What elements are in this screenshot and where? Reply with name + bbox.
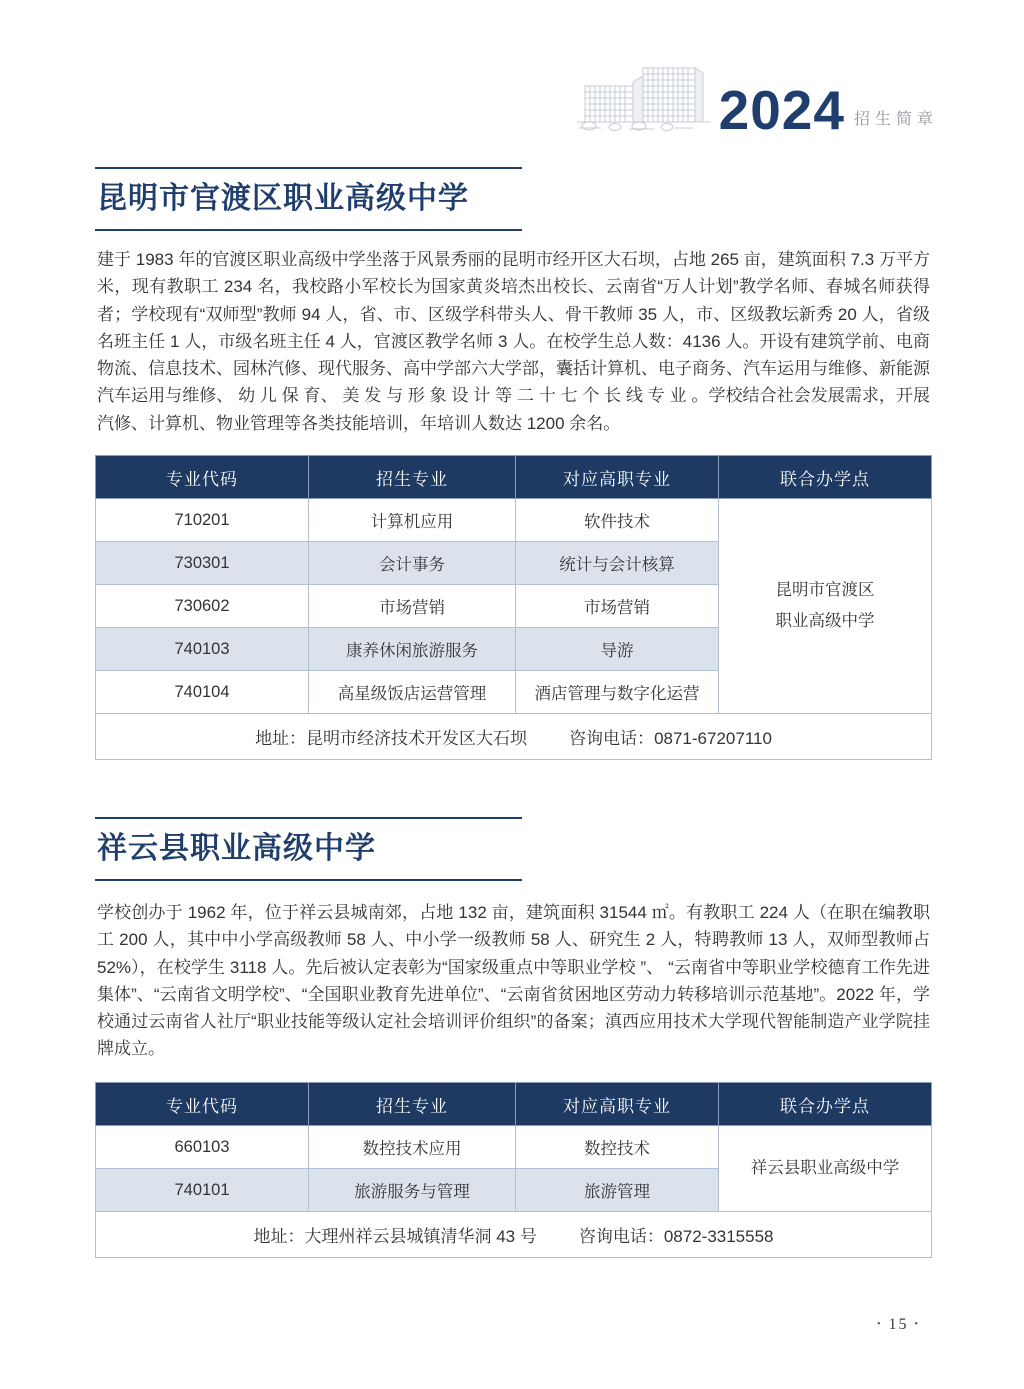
cell-major: 高星级饭店运营管理 xyxy=(309,671,516,714)
cell-code: 740103 xyxy=(96,628,309,671)
table-header-row xyxy=(96,1083,932,1126)
address-value: 昆明市经济技术开发区大石坝 xyxy=(306,729,528,748)
page-number-dot: • xyxy=(876,1319,883,1330)
cell-code: 730602 xyxy=(96,585,309,628)
table-row xyxy=(96,499,932,542)
cell-joint-school xyxy=(719,499,932,714)
cell-joint-school xyxy=(719,1126,932,1212)
col-header-joint-school: 联合办学点 xyxy=(719,1083,932,1126)
joint-school-line: 昆明市官渡区 xyxy=(775,581,875,599)
section1-program-table xyxy=(95,455,932,760)
page-number-dot: • xyxy=(914,1319,920,1330)
cell-code: 740101 xyxy=(96,1169,309,1212)
table-header-row xyxy=(96,456,932,499)
title-rule-top xyxy=(95,817,522,819)
cell-code: 730301 xyxy=(96,542,309,585)
title-rule-bottom xyxy=(95,879,522,881)
section1-paragraph: 建于 1983 年的官渡区职业高级中学坐落于风景秀丽的昆明市经开区大石坝，占地 265 亩，建筑面积 7.3 万平方米，现有教职工 234 名，我校路小军校长为国家黄炎培杰出校长、云南省“万人计划”教学名师、春城名师获得者；学校现有“双师型”教师 94 人，省、市、区级学科带头人、骨干教师 35 人，市、区级教坛新秀 20 人，省级名班主任 1 人，市级名班主任 4 人，官渡区教学名师 3 人。在校学生总人数：4136 人。开设有建筑学前、电商物流、信息技术、园林汽修、现代服务、高中学部六大学部，囊括计算机、电子商务、汽车运用与维修、新能源汽车运用与维修、 幼 儿 保 育、 美 发 与 形 象 设 计 等 二 十 七 个 长 线 专 业 。学校结合社会发展需求，开展汽修、计算机、物业管理等各类技能培训，年培训人数达 1200 余名。 xyxy=(97,250,930,433)
page-header xyxy=(575,58,938,141)
cell-college-major: 旅游管理 xyxy=(516,1169,719,1212)
joint-school-line: 祥云县职业高级中学 xyxy=(750,1159,900,1177)
section2-paragraph: 学校创办于 1962 年，位于祥云县城南郊，占地 132 亩，建筑面积 31544 ㎡。有教职工 224 人（在职在编教职工 200 人，其中中小学高级教师 58 人、中小学一级教师 58 人、研究生 2 人，特聘教师 13 人，双师型教师占 52%），在校学生 3118 人。先后被认定表彰为“国家级重点中等职业学校 ”、 “云南省中等职业学校德育工作先进集体”、“云南省文明学校”、“全国职业教育先进单位”、“云南省贫困地区劳动力转移培训示范基地”。2022 年，学校通过云南省人社厅“职业技能等级认定社会培训评价组织”的备案；滇西应用技术大学现代智能制造产业学院挂牌成立。 xyxy=(97,903,930,1059)
col-header-code: 专业代码 xyxy=(96,1083,309,1126)
address-cell xyxy=(96,714,932,760)
cell-college-major: 导游 xyxy=(516,628,719,671)
cell-major: 康养休闲旅游服务 xyxy=(309,628,516,671)
cell-college-major: 统计与会计核算 xyxy=(516,542,719,585)
col-header-major: 招生专业 xyxy=(309,456,516,499)
joint-school-line: 职业高级中学 xyxy=(775,612,875,630)
phone-label: 咨询电话： xyxy=(578,1227,664,1246)
phone-value: 0872-3315558 xyxy=(663,1227,774,1246)
address-value: 大理州祥云县城镇清华洞 43 号 xyxy=(304,1227,537,1246)
phone-label: 咨询电话： xyxy=(569,729,655,748)
title-rule-top xyxy=(95,167,522,169)
address-cell xyxy=(96,1212,932,1258)
address-label: 地址： xyxy=(253,1227,305,1246)
page-number xyxy=(877,1316,920,1334)
cell-major: 计算机应用 xyxy=(309,499,516,542)
cell-college-major: 酒店管理与数字化运营 xyxy=(516,671,719,714)
phone-value: 0871-67207110 xyxy=(654,729,772,748)
table-address-row xyxy=(96,1212,932,1258)
cell-code: 710201 xyxy=(96,499,309,542)
section2-program-table xyxy=(95,1082,932,1258)
section2-title-block xyxy=(95,817,522,881)
col-header-college-major: 对应高职专业 xyxy=(516,1083,719,1126)
col-header-major: 招生专业 xyxy=(309,1083,516,1126)
table-address-row xyxy=(96,714,932,760)
cell-major: 会计事务 xyxy=(309,542,516,585)
cell-major: 旅游服务与管理 xyxy=(309,1169,516,1212)
brand-subtitle: 招生简章 xyxy=(853,111,938,128)
cell-college-major: 数控技术 xyxy=(516,1126,719,1169)
brand-year: 2024 xyxy=(718,78,845,141)
cell-code: 740104 xyxy=(96,671,309,714)
col-header-code: 专业代码 xyxy=(96,456,309,499)
address-label: 地址： xyxy=(255,729,307,748)
building-sketch-icon xyxy=(575,58,719,136)
section2-title: 祥云县职业高级中学 xyxy=(97,832,376,865)
title-rule-bottom xyxy=(95,229,522,231)
cell-college-major: 软件技术 xyxy=(516,499,719,542)
col-header-college-major: 对应高职专业 xyxy=(516,456,719,499)
cell-code: 660103 xyxy=(96,1126,309,1169)
table-row xyxy=(96,1126,932,1169)
cell-college-major: 市场营销 xyxy=(516,585,719,628)
section1-title-block xyxy=(95,167,522,231)
col-header-joint-school: 联合办学点 xyxy=(719,456,932,499)
section1-title: 昆明市官渡区职业高级中学 xyxy=(97,182,469,215)
page-number-value: 15 xyxy=(888,1316,909,1333)
cell-major: 市场营销 xyxy=(309,585,516,628)
cell-major: 数控技术应用 xyxy=(309,1126,516,1169)
